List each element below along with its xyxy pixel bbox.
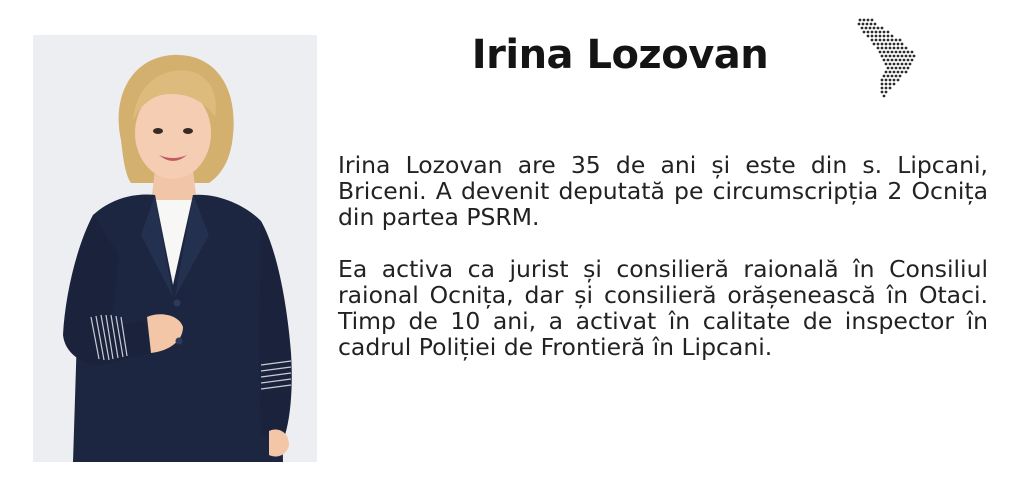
biography-text	[338, 152, 988, 386]
person-name: Irina Lozovan	[471, 32, 769, 78]
biography-paragraph-2: Ea activa ca jurist și consilieră raională în Consiliul raional Ocnița, dar și consilieră orășenească în Otaci. Timp de 10 ani, a activat în calitate de inspector în cadrul Poliției de Frontieră în Lipcani.	[338, 255, 988, 361]
biography-paragraph-1: Irina Lozovan are 35 de ani și este din s. Lipcani, Briceni. A devenit deputată pe circumscripția 2 Ocnița din partea PSRM.	[338, 151, 988, 231]
portrait-photo	[33, 35, 317, 462]
moldova-map-dots-icon	[856, 18, 920, 100]
